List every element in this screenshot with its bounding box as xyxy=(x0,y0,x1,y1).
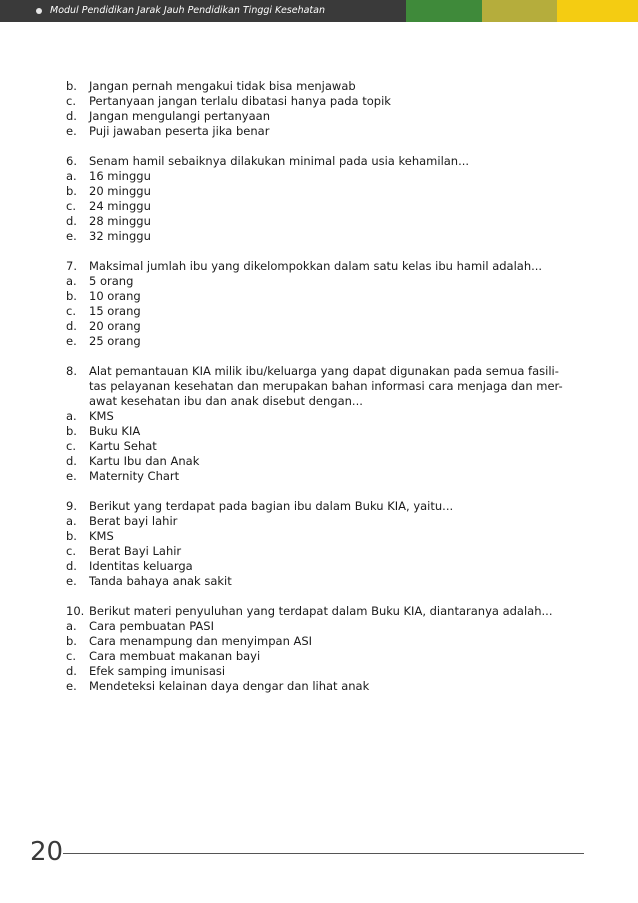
question-block xyxy=(66,154,586,244)
item-text: Pertanyaan jangan terlalu dibatasi hanya pada topik xyxy=(89,94,391,108)
question-text-continued: tas pelayanan kesehatan dan merupakan bahan informasi cara menjaga dan mer- xyxy=(89,379,563,393)
item-marker: a. xyxy=(66,274,77,288)
option-item xyxy=(66,439,586,454)
item-marker: e. xyxy=(66,469,77,483)
item-marker: b. xyxy=(66,529,77,543)
option-item xyxy=(66,109,586,124)
item-marker: d. xyxy=(66,319,77,333)
option-item xyxy=(66,169,586,184)
item-text: Jangan mengulangi pertanyaan xyxy=(89,109,270,123)
option-item xyxy=(66,649,586,664)
item-text: Kartu Sehat xyxy=(89,439,157,453)
spacer xyxy=(66,244,586,259)
item-text: Berikut materi penyuluhan yang terdapat dalam Buku KIA, diantaranya adalah... xyxy=(89,604,553,618)
item-marker: c. xyxy=(66,544,76,558)
item-text: 20 minggu xyxy=(89,184,151,198)
item-text: KMS xyxy=(89,409,114,423)
item-marker: a. xyxy=(66,514,77,528)
option-item xyxy=(66,304,586,319)
question-text xyxy=(66,604,586,619)
item-marker: e. xyxy=(66,334,77,348)
option-item xyxy=(66,544,586,559)
item-text: Puji jawaban peserta jika benar xyxy=(89,124,270,138)
item-text: Cara menampung dan menyimpan ASI xyxy=(89,634,313,648)
header-yellow-band xyxy=(557,0,638,22)
item-text: Alat pemantauan KIA milik ibu/keluarga yang dapat digunakan pada semua fasili- xyxy=(89,364,559,378)
question-block xyxy=(66,499,586,589)
item-marker: c. xyxy=(66,649,76,663)
page-header xyxy=(0,0,638,22)
item-text: KMS xyxy=(89,529,114,543)
item-marker: b. xyxy=(66,184,77,198)
option-item xyxy=(66,319,586,334)
page-number: 20 xyxy=(30,837,64,867)
option-item xyxy=(66,514,586,529)
item-marker: a. xyxy=(66,619,77,633)
question-text xyxy=(66,154,586,169)
option-item xyxy=(66,679,586,694)
question-block xyxy=(66,364,586,484)
item-text: Berat Bayi Lahir xyxy=(89,544,182,558)
item-marker: b. xyxy=(66,424,77,438)
question-text-continued: awat kesehatan ibu dan anak disebut dengan... xyxy=(89,394,363,408)
item-marker: e. xyxy=(66,124,77,138)
option-item xyxy=(66,664,586,679)
option-item xyxy=(66,199,586,214)
item-text: Berikut yang terdapat pada bagian ibu dalam Buku KIA, yaitu... xyxy=(89,499,454,513)
item-marker: d. xyxy=(66,214,77,228)
option-item xyxy=(66,94,586,109)
item-text: 32 minggu xyxy=(89,229,151,243)
item-text: Efek samping imunisasi xyxy=(89,664,226,678)
option-item xyxy=(66,214,586,229)
item-text: Cara membuat makanan bayi xyxy=(89,649,261,663)
item-marker: e. xyxy=(66,574,77,588)
item-text: Mendeteksi kelainan daya dengar dan lihat anak xyxy=(89,679,370,693)
item-text: 16 minggu xyxy=(89,169,151,183)
item-text: 24 minggu xyxy=(89,199,151,213)
item-marker: 9. xyxy=(66,499,77,513)
item-text: Senam hamil sebaiknya dilakukan minimal pada usia kehamilan... xyxy=(89,154,470,168)
item-marker: 7. xyxy=(66,259,77,273)
item-text: 28 minggu xyxy=(89,214,151,228)
question-block xyxy=(66,259,586,349)
item-marker: 10. xyxy=(66,604,85,618)
item-marker: b. xyxy=(66,634,77,648)
option-item xyxy=(66,529,586,544)
option-item xyxy=(66,574,586,589)
item-marker: b. xyxy=(66,79,77,93)
footer-rule xyxy=(63,853,584,854)
option-item xyxy=(66,409,586,424)
question-list xyxy=(66,79,586,694)
item-text: 15 orang xyxy=(89,304,141,318)
option-item xyxy=(66,559,586,574)
item-marker: d. xyxy=(66,559,77,573)
option-item xyxy=(66,289,586,304)
item-text: 25 orang xyxy=(89,334,141,348)
item-marker: 8. xyxy=(66,364,77,378)
item-text: Buku KIA xyxy=(89,424,141,438)
item-marker: c. xyxy=(66,439,76,453)
item-text: Maternity Chart xyxy=(89,469,180,483)
question-text xyxy=(66,364,586,379)
option-item xyxy=(66,454,586,469)
item-text: Jangan pernah mengakui tidak bisa menjawab xyxy=(89,79,356,93)
option-item xyxy=(66,619,586,634)
bullet-icon xyxy=(36,8,42,14)
option-item xyxy=(66,634,586,649)
item-marker: a. xyxy=(66,409,77,423)
header-title: Modul Pendidikan Jarak Jauh Pendidikan Tinggi Kesehatan xyxy=(50,5,325,16)
spacer xyxy=(66,589,586,604)
question-text xyxy=(66,259,586,274)
item-text: Maksimal jumlah ibu yang dikelompokkan dalam satu kelas ibu hamil adalah... xyxy=(89,259,543,273)
item-text: 10 orang xyxy=(89,289,141,303)
item-marker: c. xyxy=(66,199,76,213)
spacer xyxy=(66,349,586,364)
header-green-band xyxy=(406,0,482,22)
option-item xyxy=(66,334,586,349)
option-item xyxy=(66,124,586,139)
item-marker: b. xyxy=(66,289,77,303)
item-marker: 6. xyxy=(66,154,77,168)
item-marker: c. xyxy=(66,304,76,318)
item-marker: e. xyxy=(66,229,77,243)
question-block xyxy=(66,604,586,694)
item-text: Tanda bahaya anak sakit xyxy=(89,574,232,588)
item-text: Kartu Ibu dan Anak xyxy=(89,454,200,468)
header-olive-band xyxy=(482,0,557,22)
item-text: Berat bayi lahir xyxy=(89,514,178,528)
item-marker: d. xyxy=(66,109,77,123)
item-text: Cara pembuatan PASI xyxy=(89,619,214,633)
item-marker: c. xyxy=(66,94,76,108)
item-marker: e. xyxy=(66,679,77,693)
item-marker: a. xyxy=(66,169,77,183)
option-item xyxy=(66,424,586,439)
spacer xyxy=(66,484,586,499)
spacer xyxy=(66,139,586,154)
option-item xyxy=(66,469,586,484)
item-text: Identitas keluarga xyxy=(89,559,193,573)
question-text xyxy=(66,499,586,514)
option-item xyxy=(66,229,586,244)
item-marker: d. xyxy=(66,664,77,678)
option-item xyxy=(66,79,586,94)
item-text: 20 orang xyxy=(89,319,141,333)
item-text: 5 orang xyxy=(89,274,134,288)
previous-question-options xyxy=(66,79,586,139)
option-item xyxy=(66,274,586,289)
item-marker: d. xyxy=(66,454,77,468)
option-item xyxy=(66,184,586,199)
